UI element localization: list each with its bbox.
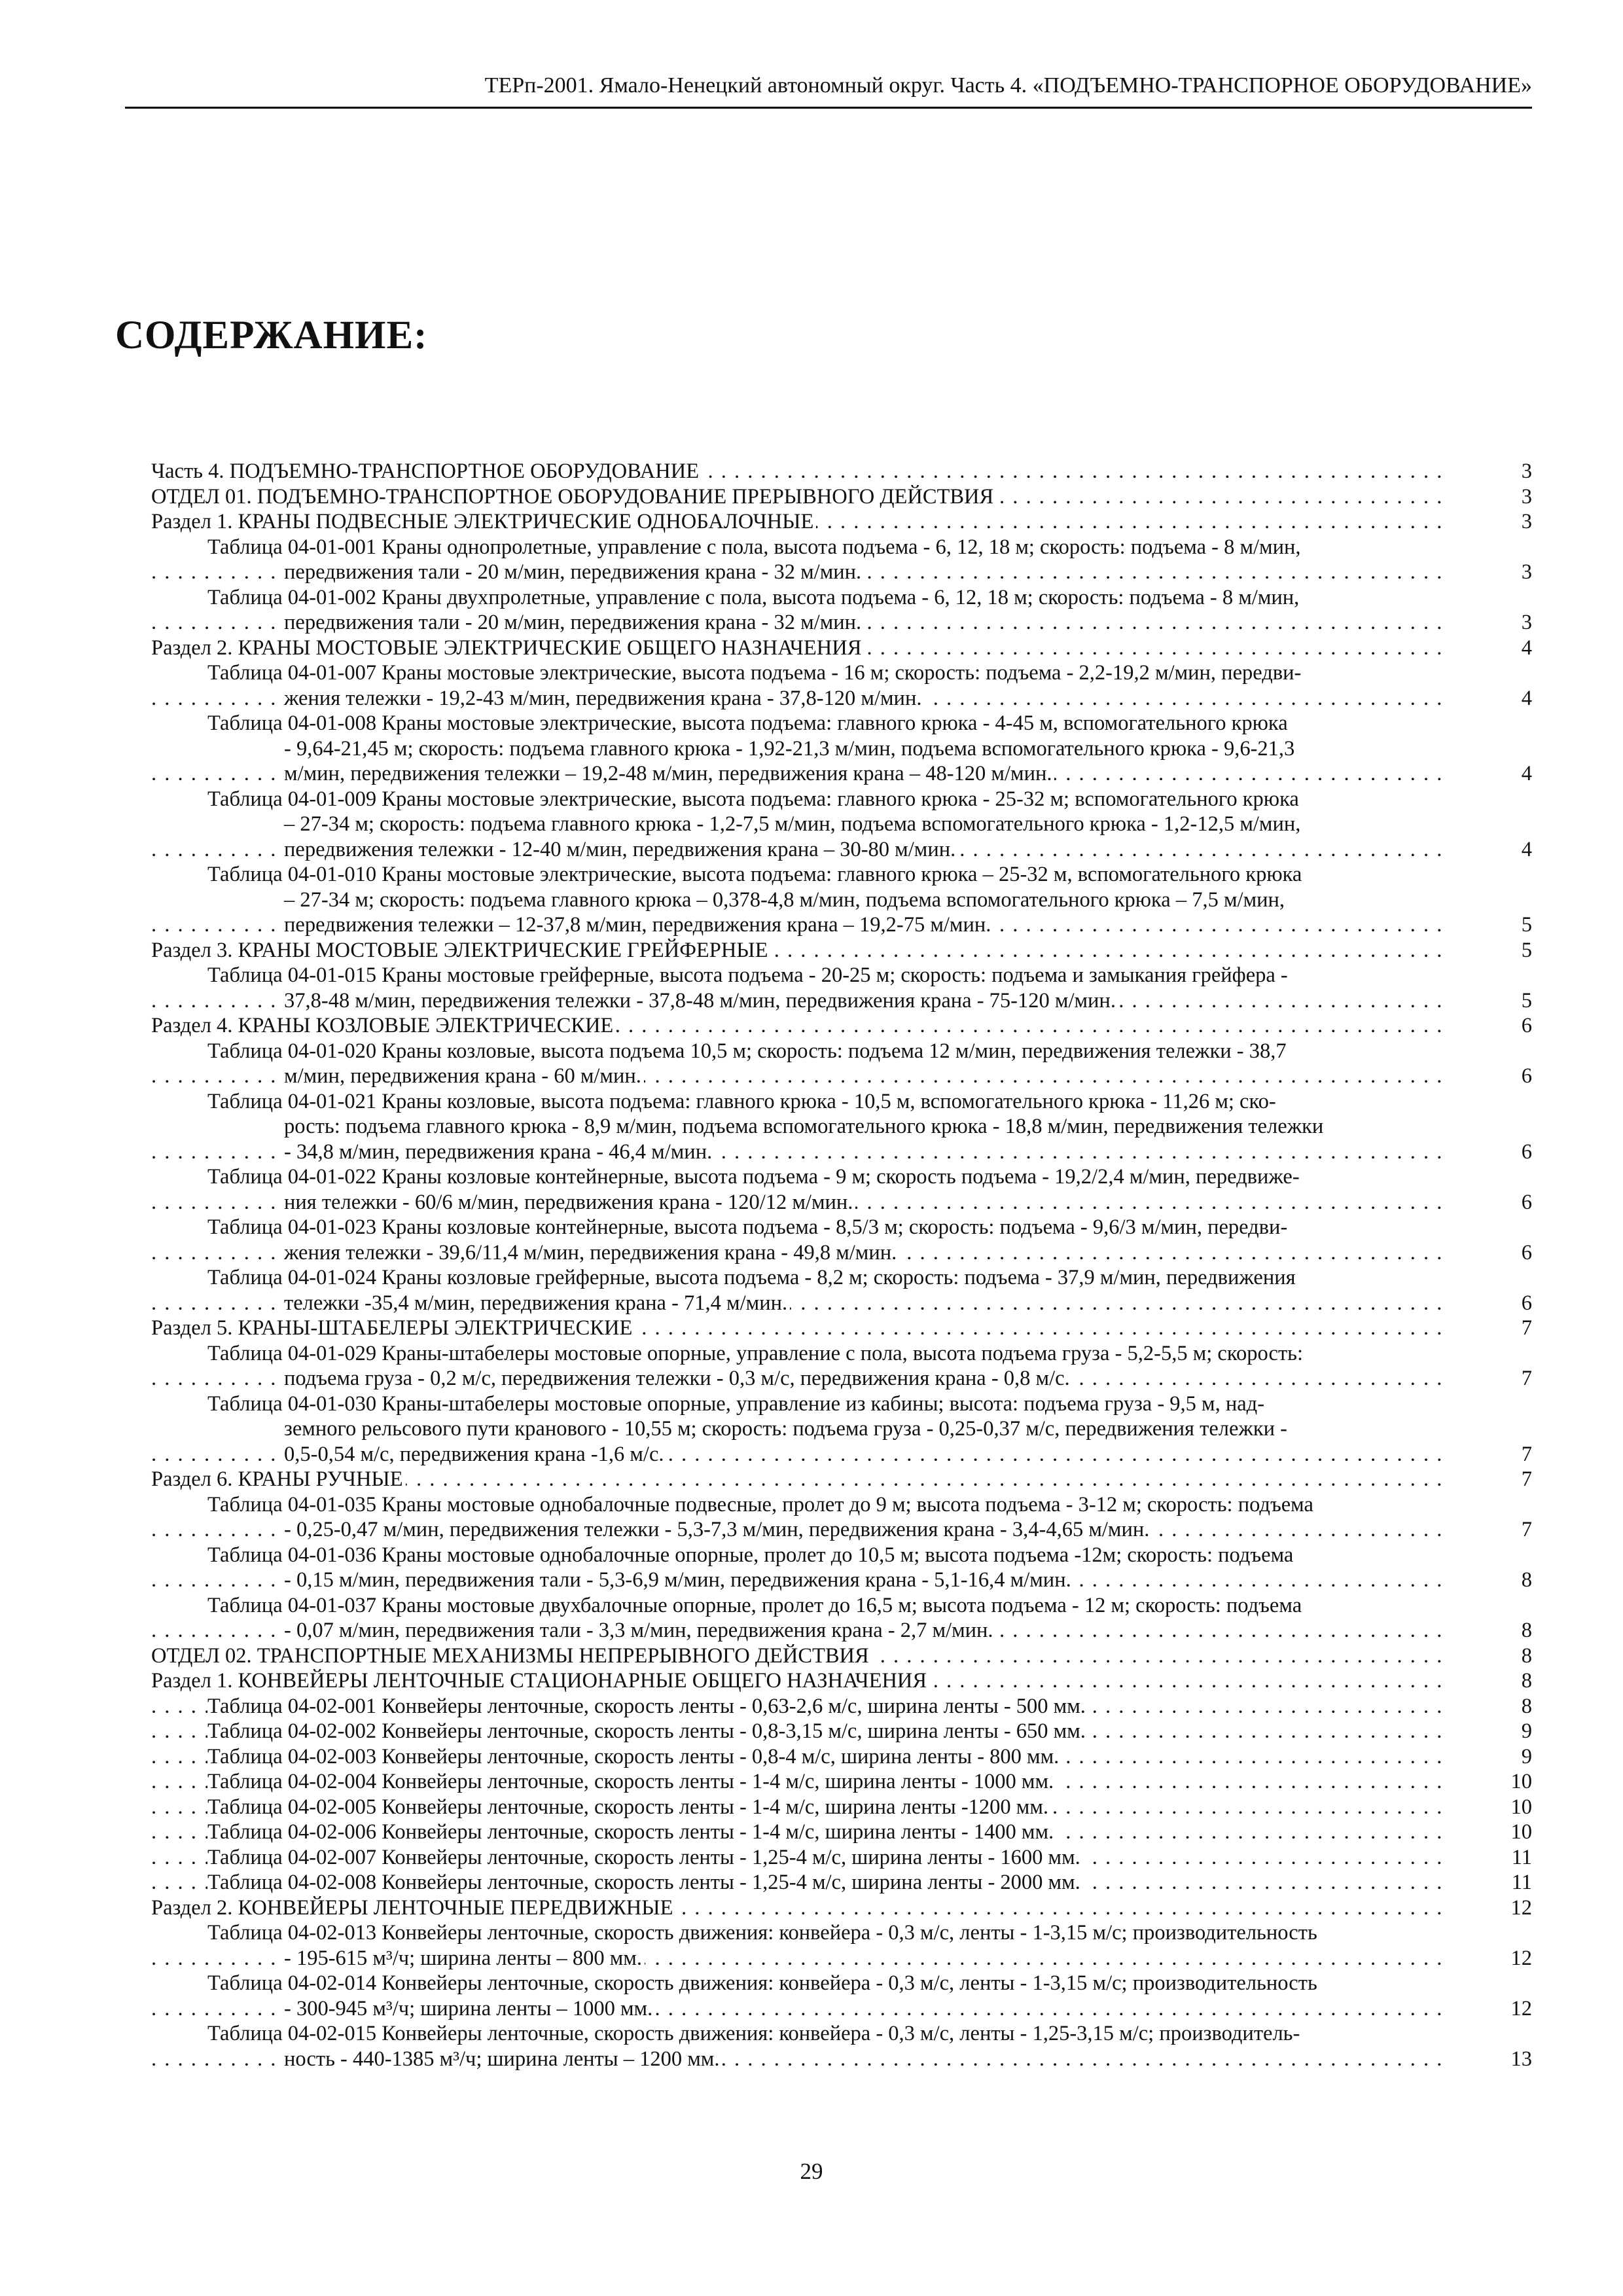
toc-entry-line xyxy=(151,1316,1532,1341)
toc-entry-text: - 195-615 м³/ч; ширина ленты – 800 мм. xyxy=(284,1946,645,1971)
toc-entry-text: Раздел 1. КОНВЕЙЕРЫ ЛЕНТОЧНЫЕ СТАЦИОНАРНЫЕ ОБЩЕГО НАЗНАЧЕНИЯ xyxy=(151,1668,929,1694)
toc-entry-text: - 0,25-0,47 м/мин, передвижения тележки - 5,3-7,3 м/мин, передвижения крана - 3,4-4,65 м/мин. xyxy=(284,1517,1152,1543)
toc-entry-text: 0,5-0,54 м/с, передвижения крана -1,6 м/с. xyxy=(284,1442,667,1467)
toc-table-entry[interactable] xyxy=(151,1795,1532,1820)
running-header: ТЕРп-2001. Ямало-Ненецкий автономный округ. Часть 4. «ПОДЪЕМНО-ТРАНСПОРНОЕ ОБОРУДОВАНИЕ» xyxy=(125,73,1532,109)
table-of-contents xyxy=(151,459,1532,2072)
toc-entry-text: Таблица 04-01-009 Краны мостовые электрические, высота подъема: главного крюка - 25-32 м; вспомогательного крюка xyxy=(207,787,1302,812)
toc-table-entry[interactable] xyxy=(151,535,1532,585)
toc-page-number: 6 xyxy=(1521,1014,1532,1037)
toc-table-entry[interactable] xyxy=(151,1089,1532,1165)
toc-page-number: 12 xyxy=(1510,1946,1532,1970)
toc-entry-line xyxy=(151,761,1532,787)
toc-page-number: 3 xyxy=(1521,560,1532,584)
toc-table-entry[interactable] xyxy=(151,2021,1532,2072)
toc-entry-text: жения тележки - 19,2-43 м/мин, передвижения крана - 37,8-120 м/мин. xyxy=(284,686,924,711)
toc-entry-line xyxy=(151,1744,1532,1770)
toc-entry-text: 37,8-48 м/мин, передвижения тележки - 37,8-48 м/мин, передвижения крана - 75-120 м/мин. xyxy=(284,988,1118,1014)
toc-table-entry[interactable] xyxy=(151,1215,1532,1265)
toc-section-entry[interactable] xyxy=(151,509,1532,535)
toc-table-entry[interactable] xyxy=(151,1820,1532,1845)
toc-page-number: 6 xyxy=(1521,1139,1532,1164)
toc-entry-line xyxy=(151,459,1532,484)
toc-table-entry[interactable] xyxy=(151,1845,1532,1871)
toc-page-number: 3 xyxy=(1521,484,1532,509)
toc-entry-line xyxy=(151,888,1532,913)
toc-entry-text: Таблица 04-02-001 Конвейеры ленточные, скорость ленты - 0,63-2,6 м/с, ширина ленты - 500 мм. xyxy=(207,1694,1088,1719)
toc-entry-line xyxy=(151,2047,1532,2072)
toc-entry-text: м/мин, передвижения тележки – 19,2-48 м/мин, передвижения крана – 48-120 м/мин. xyxy=(284,761,1054,787)
toc-entry-line xyxy=(151,912,1532,938)
toc-table-entry[interactable] xyxy=(151,1870,1532,1895)
toc-entry-line xyxy=(151,1039,1532,1064)
toc-entry-line xyxy=(151,1089,1532,1115)
toc-page-number: 12 xyxy=(1510,1996,1532,2020)
toc-entry-line xyxy=(151,736,1532,762)
toc-page-number: 5 xyxy=(1521,938,1532,962)
toc-page-number: 6 xyxy=(1521,1190,1532,1214)
toc-section-entry[interactable] xyxy=(151,1895,1532,1921)
toc-entry-line xyxy=(151,484,1532,510)
toc-entry-text: Таблица 04-01-035 Краны мостовые однобалочные подвесные, пролет до 9 м; высота подъема - 3-12 м; скорость: подъема xyxy=(207,1492,1316,1518)
toc-table-entry[interactable] xyxy=(151,862,1532,938)
toc-page-number: 7 xyxy=(1521,1316,1532,1340)
toc-entry-text: Раздел 3. КРАНЫ МОСТОВЫЕ ЭЛЕКТРИЧЕСКИЕ ГРЕЙФЕРНЫЕ xyxy=(151,938,771,963)
toc-entry-line xyxy=(151,1190,1532,1215)
toc-entry-text: Таблица 04-02-014 Конвейеры ленточные, скорость движения: конвейера - 0,3 м/с, ленты - 1-3,15 м/с; производительность xyxy=(207,1971,1320,1996)
toc-section-entry[interactable] xyxy=(151,938,1532,963)
toc-page-number: 4 xyxy=(1521,686,1532,710)
toc-entry-text: ность - 440-1385 м³/ч; ширина ленты – 1200 мм. xyxy=(284,2047,722,2072)
toc-entry-line xyxy=(151,686,1532,711)
toc-section-entry[interactable] xyxy=(151,1013,1532,1039)
toc-page-number: 10 xyxy=(1510,1795,1532,1819)
toc-table-entry[interactable] xyxy=(151,963,1532,1013)
toc-entry-line xyxy=(151,535,1532,560)
toc-entry-text: Таблица 04-01-021 Краны козловые, высота подъема: главного крюка - 10,5 м, вспомогательного крюка - 11,26 м; ско- xyxy=(207,1089,1279,1115)
toc-entry-line xyxy=(151,1215,1532,1240)
toc-page-number: 8 xyxy=(1521,1669,1532,1693)
toc-entry-text: Таблица 04-01-020 Краны козловые, высота подъема 10,5 м; скорость: подъема 12 м/мин, передвижения тележки - 38,7 xyxy=(207,1039,1289,1064)
toc-page-number: 9 xyxy=(1521,1719,1532,1743)
toc-entry-line xyxy=(151,1265,1532,1291)
toc-entry-text: Таблица 04-02-005 Конвейеры ленточные, скорость ленты - 1-4 м/с, ширина ленты -1200 мм. xyxy=(207,1795,1051,1820)
toc-entry-text: - 34,8 м/мин, передвижения крана - 46,4 м/мин. xyxy=(284,1139,715,1165)
toc-entry-text: Раздел 2. КОНВЕЙЕРЫ ЛЕНТОЧНЫЕ ПЕРЕДВИЖНЫЕ xyxy=(151,1895,675,1921)
toc-table-entry[interactable] xyxy=(151,1265,1532,1316)
toc-entry-text: ОТДЕЛ 02. ТРАНСПОРТНЫЕ МЕХАНИЗМЫ НЕПРЕРЫВНОГО ДЕЙСТВИЯ xyxy=(151,1643,872,1669)
toc-page-number: 3 xyxy=(1521,611,1532,634)
toc-entry-line xyxy=(151,837,1532,863)
toc-entry-text: – 27-34 м; скорость: подъема главного крюка – 0,378-4,8 м/мин, подъема вспомогательного крюка – 7,5 м/мин, xyxy=(284,888,1287,913)
toc-entry-text: Таблица 04-01-008 Краны мостовые электрические, высота подъема: главного крюка - 4-45 м, вспомогательного крюка xyxy=(207,711,1291,736)
toc-page-number: 9 xyxy=(1521,1744,1532,1768)
toc-entry-text: Таблица 04-02-008 Конвейеры ленточные, скорость ленты - 1,25-4 м/с, ширина ленты - 2000 мм. xyxy=(207,1870,1083,1895)
toc-entry-text: м/мин, передвижения крана - 60 м/мин. xyxy=(284,1064,644,1089)
toc-entry-line xyxy=(151,1694,1532,1719)
toc-page-number: 4 xyxy=(1521,762,1532,785)
toc-entry-text: подъема груза - 0,2 м/с, передвижения тележки - 0,3 м/с, передвижения крана - 0,8 м/с. xyxy=(284,1366,1073,1391)
toc-entry-line xyxy=(151,1820,1532,1845)
toc-entry-line xyxy=(151,1391,1532,1417)
toc-entry-text: ния тележки - 60/6 м/мин, передвижения крана - 120/12 м/мин. xyxy=(284,1190,855,1215)
toc-entry-line xyxy=(151,1467,1532,1492)
toc-entry-line xyxy=(151,1543,1532,1568)
toc-table-entry[interactable] xyxy=(151,1492,1532,1543)
toc-entry-line xyxy=(151,585,1532,611)
toc-entry-line xyxy=(151,988,1532,1014)
toc-entry-line xyxy=(151,1643,1532,1669)
toc-entry-line xyxy=(151,812,1532,837)
toc-entry-text: Таблица 04-01-024 Краны козловые грейферные, высота подъема - 8,2 м; скорость: подъема - 37,9 м/мин, передвижения xyxy=(207,1265,1298,1291)
toc-table-entry[interactable] xyxy=(151,1694,1532,1719)
toc-entry-text: передвижения тележки – 12-37,8 м/мин, передвижения крана – 19,2-75 м/мин. xyxy=(284,912,993,938)
toc-entry-line xyxy=(151,1946,1532,1971)
toc-page-number: 10 xyxy=(1510,1820,1532,1844)
toc-entry-line xyxy=(151,1291,1532,1316)
toc-page-number: 11 xyxy=(1511,1871,1532,1894)
toc-entry-text: Таблица 04-02-015 Конвейеры ленточные, скорость движения: конвейера - 0,3 м/с, ленты - 1,25-3,15 м/с; производитель- xyxy=(207,2021,1302,2047)
toc-page-number: 13 xyxy=(1510,2047,1532,2071)
toc-entry-line xyxy=(151,1795,1532,1820)
toc-page-number: 10 xyxy=(1510,1770,1532,1793)
toc-entry-text: Таблица 04-02-002 Конвейеры ленточные, скорость ленты - 0,8-3,15 м/с, ширина ленты - 650 мм. xyxy=(207,1719,1088,1744)
toc-entry-line xyxy=(151,1769,1532,1795)
toc-entry-text: Таблица 04-01-010 Краны мостовые электрические, высота подъема: главного крюка – 25-32 м, вспомогательного крюка xyxy=(207,862,1304,888)
toc-entry-text: передвижения тали - 20 м/мин, передвижения крана - 32 м/мин. xyxy=(284,610,864,636)
page-number: 29 xyxy=(800,2159,823,2184)
toc-entry-text: Таблица 04-02-004 Конвейеры ленточные, скорость ленты - 1-4 м/с, ширина ленты - 1000 мм. xyxy=(207,1769,1056,1795)
toc-page-number: 7 xyxy=(1521,1518,1532,1541)
toc-page-number: 8 xyxy=(1521,1694,1532,1718)
toc-entry-line xyxy=(151,1013,1532,1039)
toc-entry-text: - 0,07 м/мин, передвижения тали - 3,3 м/мин, передвижения крана - 2,7 м/мин. xyxy=(284,1618,996,1643)
toc-entry-text: Таблица 04-01-036 Краны мостовые однобалочные опорные, пролет до 10,5 м; высота подъема -12м; скорость: подъема xyxy=(207,1543,1296,1568)
toc-entry-line xyxy=(151,1870,1532,1895)
toc-table-entry[interactable] xyxy=(151,1164,1532,1215)
toc-table-entry[interactable] xyxy=(151,660,1532,711)
toc-entry-text: Таблица 04-02-003 Конвейеры ленточные, скорость ленты - 0,8-4 м/с, ширина ленты - 800 мм. xyxy=(207,1744,1061,1770)
toc-page-number: 6 xyxy=(1521,1291,1532,1315)
toc-entry-line xyxy=(151,660,1532,686)
toc-entry-line xyxy=(151,1719,1532,1744)
toc-entry-text: Раздел 4. КРАНЫ КОЗЛОВЫЕ ЭЛЕКТРИЧЕСКИЕ xyxy=(151,1013,616,1039)
toc-entry-text: Таблица 04-01-002 Краны двухпролетные, управление с пола, высота подъема - 6, 12, 18 м; скорость: подъема - 8 м/мин, xyxy=(207,585,1302,611)
toc-entry-line xyxy=(151,1593,1532,1619)
toc-table-entry[interactable] xyxy=(151,1391,1532,1467)
toc-page-number: 5 xyxy=(1521,913,1532,937)
toc-entry-text: Раздел 1. КРАНЫ ПОДВЕСНЫЕ ЭЛЕКТРИЧЕСКИЕ ОДНОБАЛОЧНЫЕ xyxy=(151,509,816,535)
toc-entry-line xyxy=(151,1492,1532,1518)
toc-table-entry[interactable] xyxy=(151,585,1532,636)
toc-table-entry[interactable] xyxy=(151,1744,1532,1770)
toc-entry-line xyxy=(151,711,1532,736)
toc-entry-text: ОТДЕЛ 01. ПОДЪЕМНО-ТРАНСПОРТНОЕ ОБОРУДОВАНИЕ ПРЕРЫВНОГО ДЕЙСТВИЯ xyxy=(151,484,996,510)
toc-entry-text: Таблица 04-01-007 Краны мостовые электрические, высота подъема - 16 м; скорость: подъема - 2,2-19,2 м/мин, передви- xyxy=(207,660,1304,686)
toc-entry-line xyxy=(151,1920,1532,1946)
toc-table-entry[interactable] xyxy=(151,1719,1532,1744)
toc-entry-line xyxy=(151,787,1532,812)
toc-section-entry[interactable] xyxy=(151,1668,1532,1694)
toc-page-number: 11 xyxy=(1511,1845,1532,1869)
toc-page-number: 6 xyxy=(1521,1240,1532,1265)
toc-page-number: 6 xyxy=(1521,1064,1532,1088)
toc-entry-line xyxy=(151,1845,1532,1871)
toc-section-entry[interactable] xyxy=(151,484,1532,510)
toc-entry-line xyxy=(151,938,1532,963)
toc-entry-text: земного рельсового пути кранового - 10,55 м; скорость: подъема груза - 0,25-0,37 м/с, передвижения тележки - xyxy=(284,1416,1290,1442)
toc-entry-line xyxy=(151,1442,1532,1467)
toc-entry-text: рость: подъема главного крюка - 8,9 м/мин, подъема вспомогательного крюка - 18,8 м/мин, передвижения тележки xyxy=(284,1114,1326,1139)
toc-table-entry[interactable] xyxy=(151,1593,1532,1643)
toc-section-entry[interactable] xyxy=(151,1467,1532,1492)
toc-page-number: 4 xyxy=(1521,837,1532,861)
toc-entry-text: Таблица 04-02-006 Конвейеры ленточные, скорость ленты - 1-4 м/с, ширина ленты - 1400 мм. xyxy=(207,1820,1056,1845)
toc-entry-text: Таблица 04-02-013 Конвейеры ленточные, скорость движения: конвейера - 0,3 м/с, ленты - 1-3,15 м/с; производительность xyxy=(207,1920,1320,1946)
toc-entry-text: - 300-945 м³/ч; ширина ленты – 1000 мм. xyxy=(284,1996,655,2022)
toc-entry-line xyxy=(151,1568,1532,1593)
toc-entry-line xyxy=(151,1064,1532,1089)
toc-section-entry[interactable] xyxy=(151,1643,1532,1669)
toc-entry-text: Раздел 6. КРАНЫ РУЧНЫЕ xyxy=(151,1467,406,1492)
toc-entry-line xyxy=(151,2021,1532,2047)
toc-entry-text: - 0,15 м/мин, передвижения тали - 5,3-6,9 м/мин, передвижения крана - 5,1-16,4 м/мин. xyxy=(284,1568,1074,1593)
toc-entry-line xyxy=(151,1895,1532,1921)
toc-entry-text: передвижения тележки - 12-40 м/мин, передвижения крана – 30-80 м/мин. xyxy=(284,837,958,863)
toc-page-number: 8 xyxy=(1521,1619,1532,1642)
toc-table-entry[interactable] xyxy=(151,1543,1532,1593)
toc-page-number: 7 xyxy=(1521,1367,1532,1390)
toc-page-number: 12 xyxy=(1510,1895,1532,1920)
toc-entry-text: Таблица 04-01-001 Краны однопролетные, управление с пола, высота подъема - 6, 12, 18 м; скорость: подъема - 8 м/мин, xyxy=(207,535,1304,560)
toc-entry-line xyxy=(151,610,1532,636)
toc-table-entry[interactable] xyxy=(151,711,1532,787)
toc-entry-line xyxy=(151,1618,1532,1643)
page-title: СОДЕРЖАНИЕ: xyxy=(115,314,428,357)
toc-entry-text: Таблица 04-01-029 Краны-штабелеры мостовые опорные, управление с пола, высота подъема груза - 5,2-5,5 м; скорость: xyxy=(207,1341,1306,1367)
toc-entry-line xyxy=(151,1341,1532,1367)
toc-entry-text: Таблица 04-01-030 Краны-штабелеры мостовые опорные, управление из кабины; высота: подъема груза - 9,5 м, над- xyxy=(207,1391,1267,1417)
toc-entry-text: жения тележки - 39,6/11,4 м/мин, передвижения крана - 49,8 м/мин. xyxy=(284,1240,899,1266)
toc-entry-text: Часть 4. ПОДЪЕМНО-ТРАНСПОРТНОЕ ОБОРУДОВАНИЕ xyxy=(151,459,702,484)
toc-table-entry[interactable] xyxy=(151,1971,1532,2021)
toc-entry-line xyxy=(151,1668,1532,1694)
toc-entry-line xyxy=(151,636,1532,661)
toc-entry-text: Раздел 2. КРАНЫ МОСТОВЫЕ ЭЛЕКТРИЧЕСКИЕ ОБЩЕГО НАЗНАЧЕНИЯ xyxy=(151,636,864,661)
toc-section-entry[interactable] xyxy=(151,459,1532,484)
toc-page-number: 8 xyxy=(1521,1643,1532,1668)
toc-entry-text: тележки -35,4 м/мин, передвижения крана - 71,4 м/мин. xyxy=(284,1291,790,1316)
toc-section-entry[interactable] xyxy=(151,636,1532,661)
toc-page-number: 7 xyxy=(1521,1442,1532,1466)
toc-entry-text: – 27-34 м; скорость: подъема главного крюка - 1,2-7,5 м/мин, подъема вспомогательного крюка - 1,2-12,5 м/мин, xyxy=(284,812,1303,837)
toc-page-number: 5 xyxy=(1521,988,1532,1013)
toc-page-number: 7 xyxy=(1521,1467,1532,1491)
toc-entry-line xyxy=(151,963,1532,988)
toc-entry-text: - 9,64-21,45 м; скорость: подъема главного крюка - 1,92-21,3 м/мин, подъема вспомогательного крюка - 9,6-21,3 xyxy=(284,736,1297,762)
toc-entry-line xyxy=(151,1240,1532,1266)
toc-entry-line xyxy=(151,560,1532,585)
toc-page-number: 8 xyxy=(1521,1568,1532,1592)
toc-entry-line xyxy=(151,1517,1532,1543)
toc-page-number: 3 xyxy=(1521,510,1532,533)
toc-entry-line xyxy=(151,1366,1532,1391)
toc-table-entry[interactable] xyxy=(151,1341,1532,1391)
toc-entry-line xyxy=(151,1164,1532,1190)
toc-entry-text: передвижения тали - 20 м/мин, передвижения крана - 32 м/мин. xyxy=(284,560,864,585)
toc-entry-line xyxy=(151,1114,1532,1139)
toc-section-entry[interactable] xyxy=(151,1316,1532,1341)
toc-entry-line xyxy=(151,1996,1532,2022)
toc-entry-text: Таблица 04-01-037 Краны мостовые двухбалочные опорные, пролет до 16,5 м; высота подъема - 12 м; скорость: подъема xyxy=(207,1593,1304,1619)
toc-entry-line xyxy=(151,1139,1532,1165)
toc-table-entry[interactable] xyxy=(151,1039,1532,1089)
toc-entry-line xyxy=(151,509,1532,535)
toc-entry-text: Таблица 04-01-022 Краны козловые контейнерные, высота подъема - 9 м; скорость подъема - 19,2/2,4 м/мин, передвиже- xyxy=(207,1164,1302,1190)
toc-entry-text: Таблица 04-02-007 Конвейеры ленточные, скорость ленты - 1,25-4 м/с, ширина ленты - 1600 мм. xyxy=(207,1845,1083,1871)
toc-page-number: 3 xyxy=(1521,459,1532,483)
toc-entry-line xyxy=(151,1416,1532,1442)
toc-entry-text: Таблица 04-01-015 Краны мостовые грейферные, высота подъема - 20-25 м; скорость: подъема и замыкания грейфера - xyxy=(207,963,1291,988)
toc-entry-text: Раздел 5. КРАНЫ-ШТАБЕЛЕРЫ ЭЛЕКТРИЧЕСКИЕ xyxy=(151,1316,635,1341)
toc-page-number: 4 xyxy=(1521,636,1532,660)
toc-table-entry[interactable] xyxy=(151,787,1532,863)
toc-table-entry[interactable] xyxy=(151,1920,1532,1971)
toc-entry-text: Таблица 04-01-023 Краны козловые контейнерные, высота подъема - 8,5/3 м; скорость: подъема - 9,6/3 м/мин, передви- xyxy=(207,1215,1290,1240)
toc-table-entry[interactable] xyxy=(151,1769,1532,1795)
toc-entry-line xyxy=(151,862,1532,888)
toc-entry-line xyxy=(151,1971,1532,1996)
